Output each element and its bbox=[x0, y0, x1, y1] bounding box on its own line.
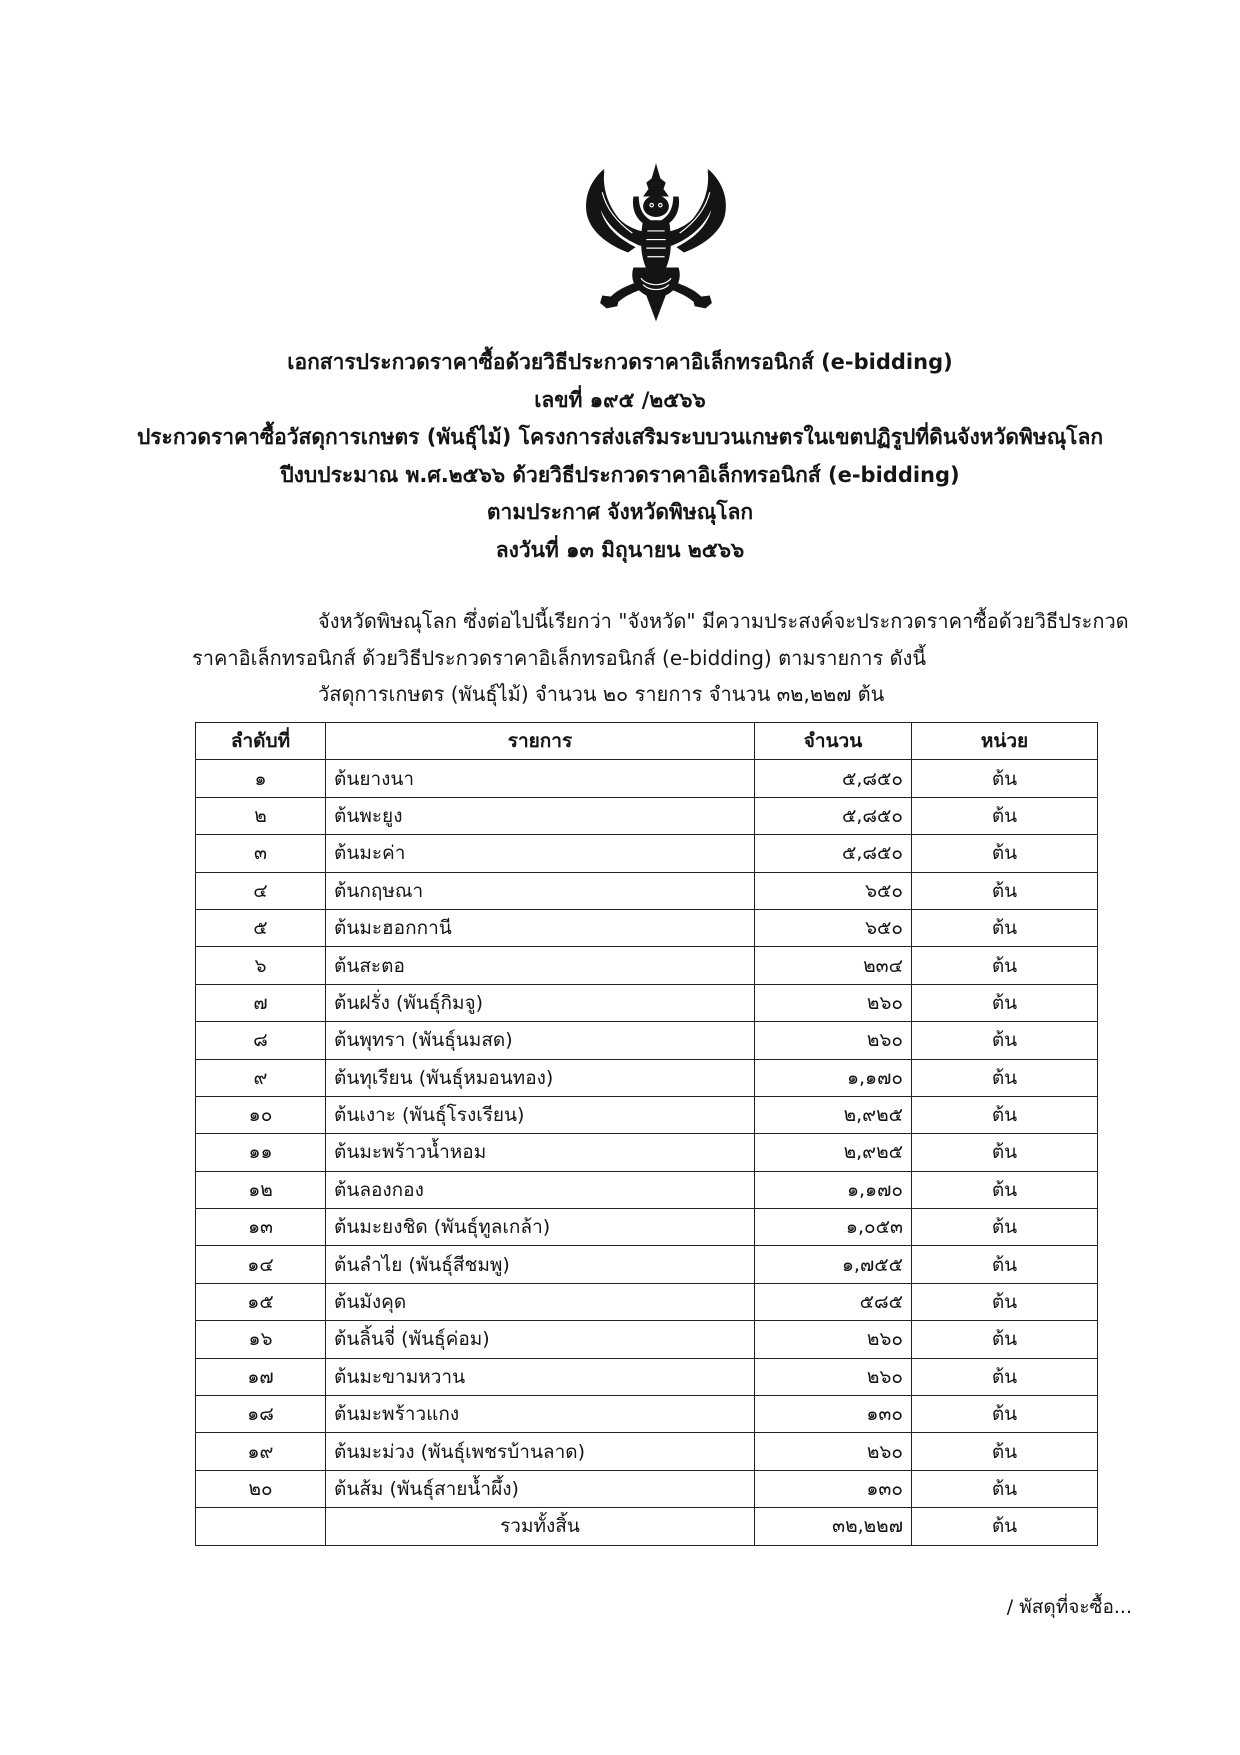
quantity: ๒๖๐ bbox=[755, 1022, 912, 1059]
row-number: ๒ bbox=[196, 797, 326, 834]
emblem-claw-right bbox=[693, 295, 712, 308]
unit: ต้น bbox=[912, 1358, 1098, 1395]
table-row bbox=[196, 1470, 1098, 1507]
emblem-claw-left bbox=[600, 295, 619, 308]
unit: ต้น bbox=[912, 1171, 1098, 1208]
item-name: ต้นมังคุด bbox=[326, 1283, 755, 1320]
item-name: ต้นยางนา bbox=[326, 760, 755, 797]
quantity: ๕,๘๕๐ bbox=[755, 760, 912, 797]
table-row bbox=[196, 1433, 1098, 1470]
total-empty-cell bbox=[196, 1508, 326, 1545]
quantity: ๑,๑๗๐ bbox=[755, 1059, 912, 1096]
unit: ต้น bbox=[912, 984, 1098, 1021]
table-row bbox=[196, 1096, 1098, 1133]
unit: ต้น bbox=[912, 1209, 1098, 1246]
unit: ต้น bbox=[912, 835, 1098, 872]
intro-line-2: ราคาอิเล็กทรอนิกส์ ด้วยวิธีประกวดราคาอิเล็กทรอนิกส์ (e-bidding) ตามรายการ ดังนี้ bbox=[192, 645, 927, 670]
item-name: ต้นทุเรียน (พันธุ์หมอนทอง) bbox=[326, 1059, 755, 1096]
item-name: ต้นส้ม (พันธุ์สายน้ำผึ้ง) bbox=[326, 1470, 755, 1507]
quantity: ๕,๘๕๐ bbox=[755, 797, 912, 834]
quantity: ๕๘๕ bbox=[755, 1283, 912, 1320]
row-number: ๗ bbox=[196, 984, 326, 1021]
emblem-crown bbox=[643, 163, 669, 196]
table-row bbox=[196, 1209, 1098, 1246]
item-name: ต้นลิ้นจี่ (พันธุ์ค่อม) bbox=[326, 1321, 755, 1358]
quantity: ๑,๗๕๕ bbox=[755, 1246, 912, 1283]
column-header-number: ลำดับที่ bbox=[196, 723, 326, 760]
column-header-item: รายการ bbox=[326, 723, 755, 760]
table-row bbox=[196, 1171, 1098, 1208]
continuation-note: / พัสดุที่จะซื้อ... bbox=[1006, 1596, 1132, 1618]
unit: ต้น bbox=[912, 1134, 1098, 1171]
unit: ต้น bbox=[912, 1396, 1098, 1433]
quantity: ๒,๙๒๕ bbox=[755, 1096, 912, 1133]
total-unit: ต้น bbox=[912, 1508, 1098, 1545]
item-name: ต้นมะค่า bbox=[326, 835, 755, 872]
item-name: ต้นมะยงชิด (พันธุ์ทูลเกล้า) bbox=[326, 1209, 755, 1246]
quantity: ๒๓๔ bbox=[755, 947, 912, 984]
unit: ต้น bbox=[912, 1283, 1098, 1320]
table-row bbox=[196, 1283, 1098, 1320]
table-row bbox=[196, 1059, 1098, 1096]
column-header-unit: หน่วย bbox=[912, 723, 1098, 760]
unit: ต้น bbox=[912, 1246, 1098, 1283]
document-title-block bbox=[0, 344, 1240, 569]
document-number: เลขที่ ๑๙๕ /๒๕๖๖ bbox=[534, 387, 706, 412]
table-row bbox=[196, 947, 1098, 984]
row-number: ๓ bbox=[196, 835, 326, 872]
row-number: ๑๑ bbox=[196, 1134, 326, 1171]
emblem-tail bbox=[646, 295, 665, 321]
item-name: ต้นฝรั่ง (พันธุ์กิมจู) bbox=[326, 984, 755, 1021]
quantity: ๑๓๐ bbox=[755, 1470, 912, 1507]
unit: ต้น bbox=[912, 1096, 1098, 1133]
unit: ต้น bbox=[912, 1470, 1098, 1507]
quantity: ๖๕๐ bbox=[755, 909, 912, 946]
row-number: ๑ bbox=[196, 760, 326, 797]
table-row bbox=[196, 1134, 1098, 1171]
intro-paragraph bbox=[0, 603, 1240, 713]
item-name: ต้นสะตอ bbox=[326, 947, 755, 984]
row-number: ๕ bbox=[196, 909, 326, 946]
table-row bbox=[196, 760, 1098, 797]
unit: ต้น bbox=[912, 1433, 1098, 1470]
row-number: ๑๖ bbox=[196, 1321, 326, 1358]
item-name: ต้นพุทรา (พันธุ์นมสด) bbox=[326, 1022, 755, 1059]
quantity: ๒๖๐ bbox=[755, 984, 912, 1021]
unit: ต้น bbox=[912, 1059, 1098, 1096]
row-number: ๑๐ bbox=[196, 1096, 326, 1133]
row-number: ๖ bbox=[196, 947, 326, 984]
document-subject: ประกวดราคาซื้อวัสดุการเกษตร (พันธุ์ไม้) โครงการส่งเสริมระบบวนเกษตรในเขตปฏิรูปที่ดินจังหวัดพิษณุโลก bbox=[136, 425, 1104, 449]
quantity: ๑,๑๗๐ bbox=[755, 1171, 912, 1208]
table-row bbox=[196, 1321, 1098, 1358]
table-total-row bbox=[196, 1508, 1098, 1545]
quantity: ๒๖๐ bbox=[755, 1433, 912, 1470]
column-header-quantity: จำนวน bbox=[755, 723, 912, 760]
table-header-row bbox=[196, 723, 1098, 760]
table-row bbox=[196, 872, 1098, 909]
row-number: ๑๓ bbox=[196, 1209, 326, 1246]
row-number: ๑๘ bbox=[196, 1396, 326, 1433]
row-number: ๘ bbox=[196, 1022, 326, 1059]
item-name: ต้นกฤษณา bbox=[326, 872, 755, 909]
row-number: ๑๔ bbox=[196, 1246, 326, 1283]
item-name: ต้นมะขามหวาน bbox=[326, 1358, 755, 1395]
row-number: ๑๕ bbox=[196, 1283, 326, 1320]
garuda-emblem bbox=[570, 160, 742, 332]
item-name: ต้นมะพร้าวน้ำหอม bbox=[326, 1134, 755, 1171]
row-number: ๒๐ bbox=[196, 1470, 326, 1507]
document-title: เอกสารประกวดราคาซื้อด้วยวิธีประกวดราคาอิเล็กทรอนิกส์ (e-bidding) bbox=[287, 350, 953, 374]
table-row bbox=[196, 1022, 1098, 1059]
total-label: รวมทั้งสิ้น bbox=[326, 1508, 755, 1545]
quantity: ๒,๙๒๕ bbox=[755, 1134, 912, 1171]
item-name: ต้นลองกอง bbox=[326, 1171, 755, 1208]
items-table bbox=[195, 722, 1098, 1546]
quantity: ๑,๐๕๓ bbox=[755, 1209, 912, 1246]
unit: ต้น bbox=[912, 872, 1098, 909]
unit: ต้น bbox=[912, 947, 1098, 984]
table-row bbox=[196, 909, 1098, 946]
intro-line-3: วัสดุการเกษตร (พันธุ์ไม้) จำนวน ๒๐ รายการ จำนวน ๓๒,๒๒๗ ต้น bbox=[318, 682, 885, 706]
row-number: ๑๙ bbox=[196, 1433, 326, 1470]
unit: ต้น bbox=[912, 797, 1098, 834]
table-row bbox=[196, 797, 1098, 834]
quantity: ๑๓๐ bbox=[755, 1396, 912, 1433]
row-number: ๑๒ bbox=[196, 1171, 326, 1208]
table-row bbox=[196, 1396, 1098, 1433]
quantity: ๒๖๐ bbox=[755, 1358, 912, 1395]
table-body bbox=[196, 760, 1098, 1508]
table-row bbox=[196, 1246, 1098, 1283]
announcement-date: ลงวันที่ ๑๓ มิถุนายน ๒๕๖๖ bbox=[495, 537, 745, 562]
quantity: ๕,๘๕๐ bbox=[755, 835, 912, 872]
emblem-body bbox=[641, 220, 671, 271]
row-number: ๑๗ bbox=[196, 1358, 326, 1395]
quantity: ๖๕๐ bbox=[755, 872, 912, 909]
announcement-line: ตามประกาศ จังหวัดพิษณุโลก bbox=[486, 500, 754, 524]
item-name: ต้นมะฮอกกานี bbox=[326, 909, 755, 946]
row-number: ๔ bbox=[196, 872, 326, 909]
quantity: ๒๖๐ bbox=[755, 1321, 912, 1358]
item-name: ต้นมะพร้าวแกง bbox=[326, 1396, 755, 1433]
unit: ต้น bbox=[912, 909, 1098, 946]
intro-line-1: จังหวัดพิษณุโลก ซึ่งต่อไปนี้เรียกว่า "จังหวัด" มีความประสงค์จะประกวดราคาซื้อด้วยวิธีประกวด bbox=[318, 609, 1129, 633]
unit: ต้น bbox=[912, 760, 1098, 797]
total-quantity: ๓๒,๒๒๗ bbox=[755, 1508, 912, 1545]
unit: ต้น bbox=[912, 1022, 1098, 1059]
unit: ต้น bbox=[912, 1321, 1098, 1358]
emblem-head bbox=[643, 195, 669, 217]
table-row bbox=[196, 1358, 1098, 1395]
table-row bbox=[196, 984, 1098, 1021]
item-name: ต้นเงาะ (พันธุ์โรงเรียน) bbox=[326, 1096, 755, 1133]
fiscal-year-line: ปีงบประมาณ พ.ศ.๒๕๖๖ ด้วยวิธีประกวดราคาอิเล็กทรอนิกส์ (e-bidding) bbox=[280, 462, 960, 487]
item-name: ต้นลำไย (พันธุ์สีชมพู) bbox=[326, 1246, 755, 1283]
table-row bbox=[196, 835, 1098, 872]
item-name: ต้นมะม่วง (พันธุ์เพชรบ้านลาด) bbox=[326, 1433, 755, 1470]
row-number: ๙ bbox=[196, 1059, 326, 1096]
item-name: ต้นพะยูง bbox=[326, 797, 755, 834]
